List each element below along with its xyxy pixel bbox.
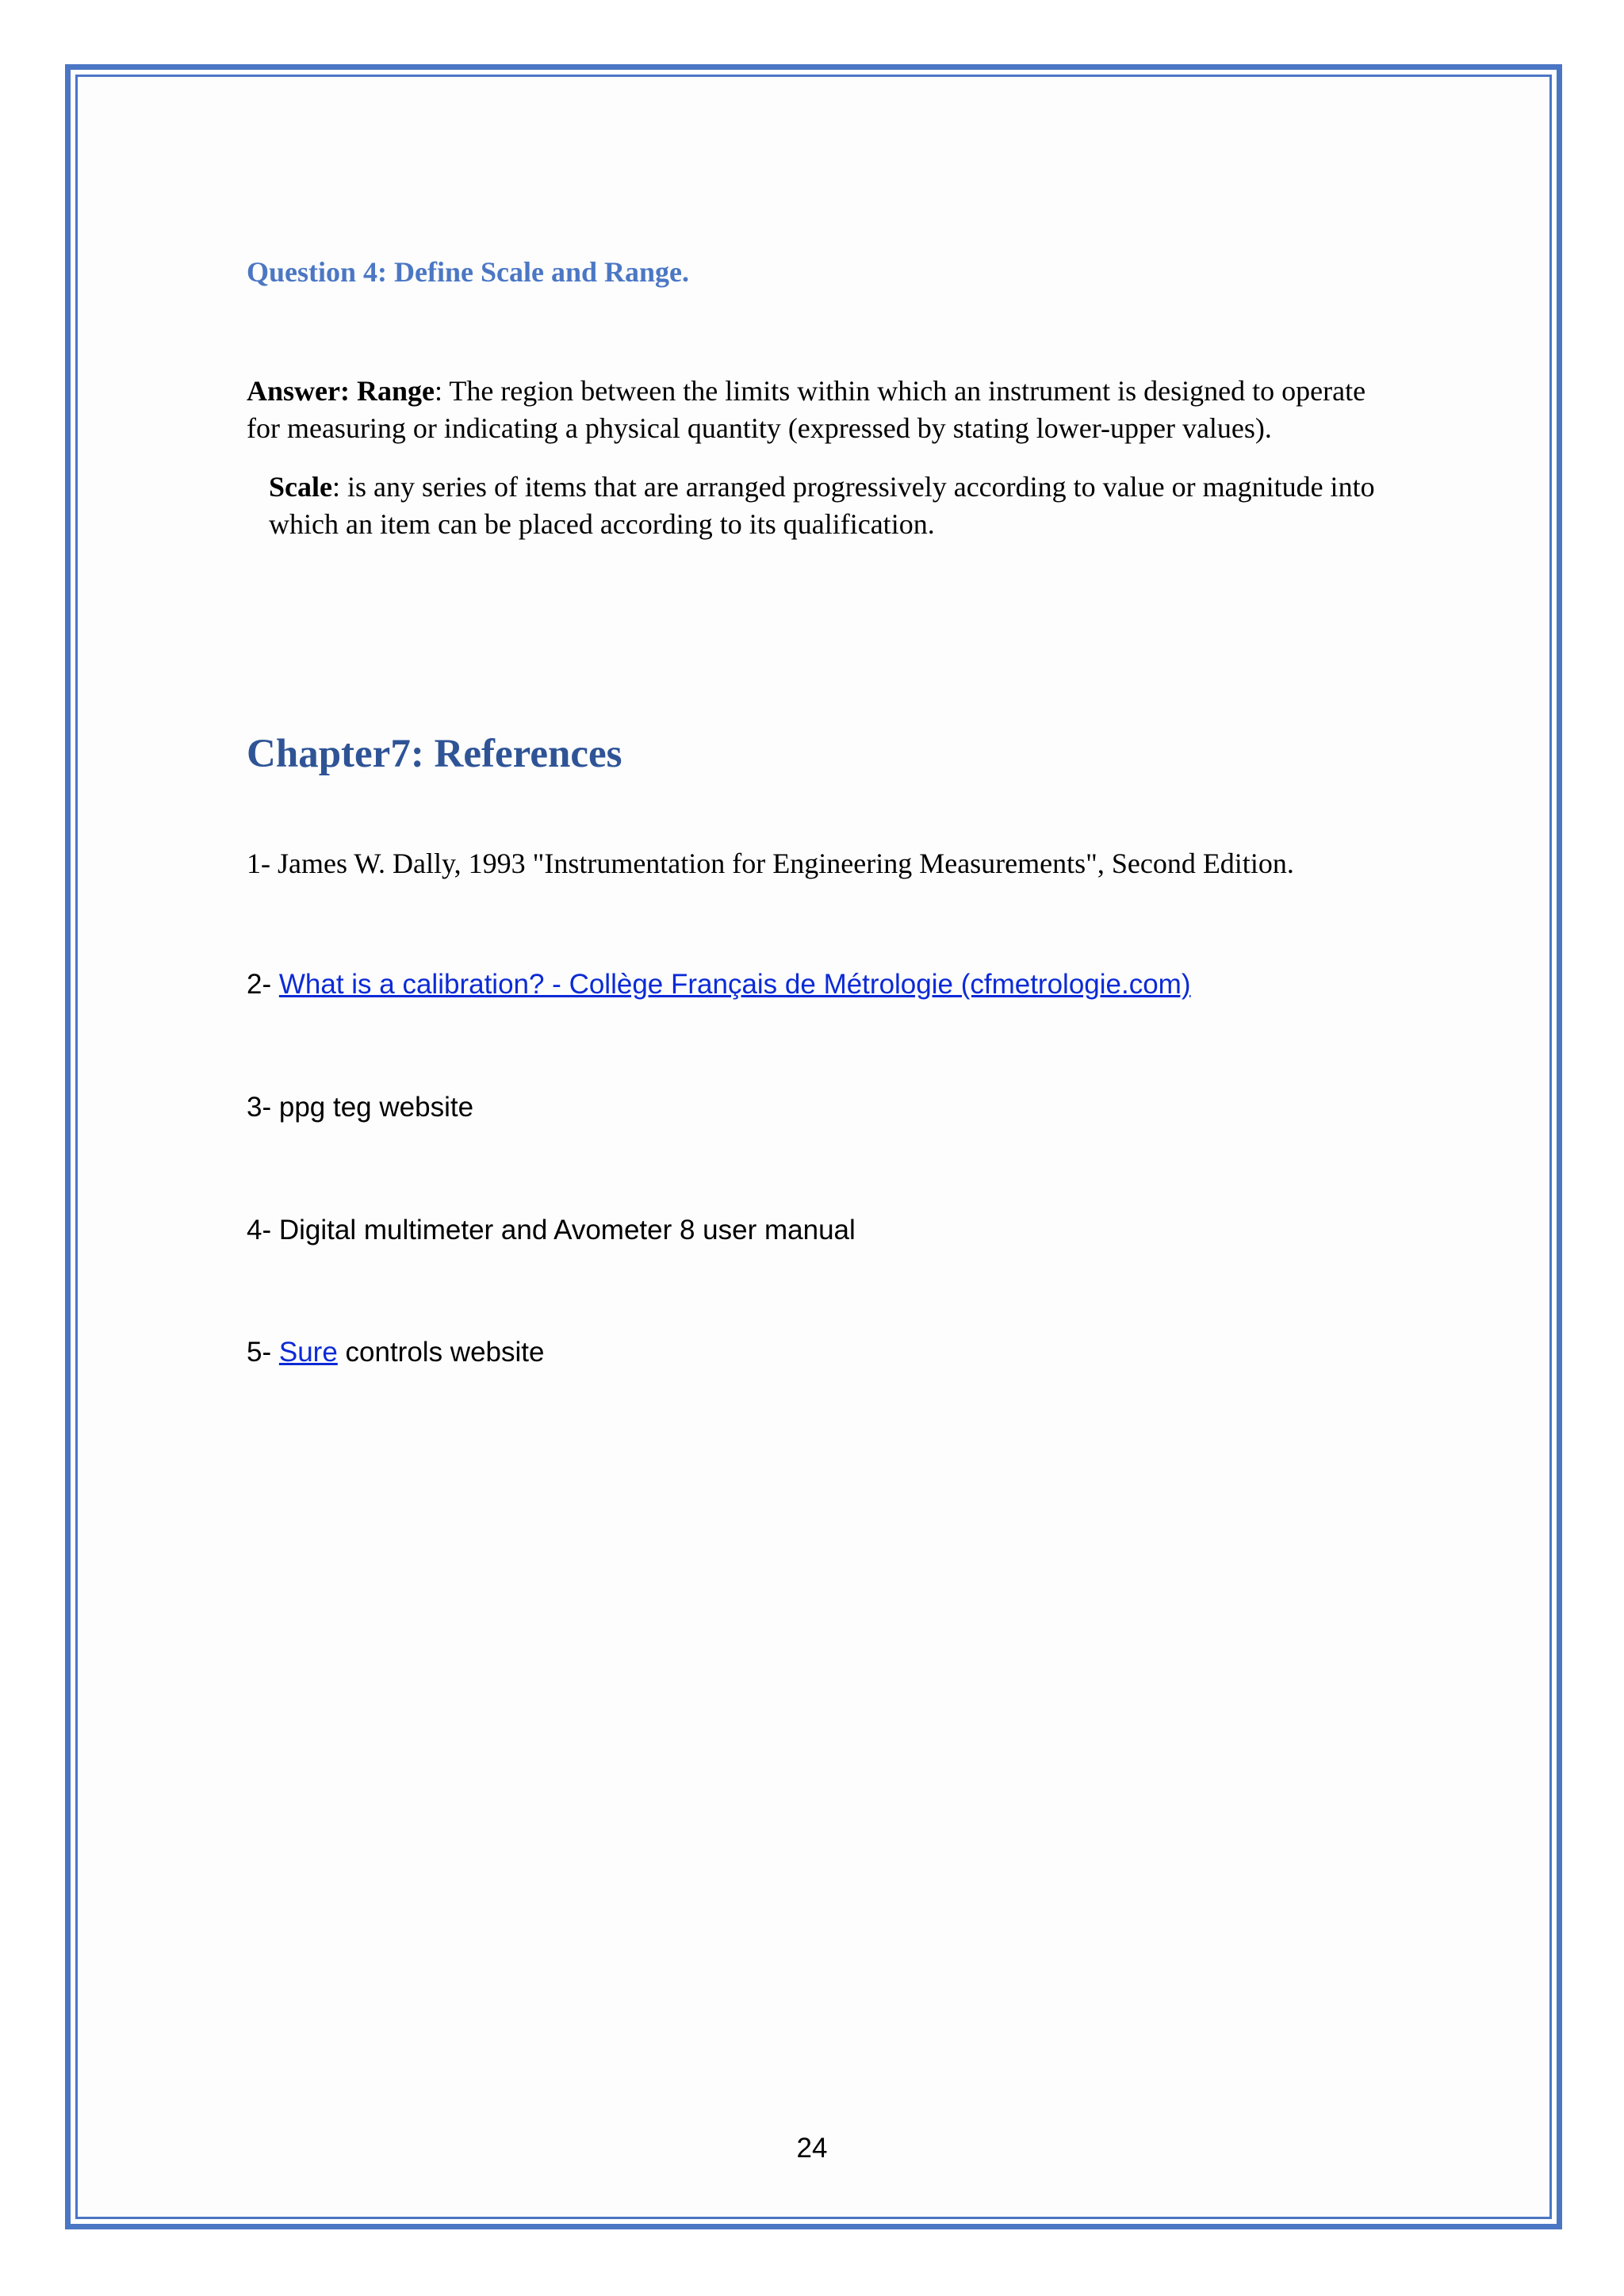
reference-prefix: 4- — [247, 1215, 279, 1246]
reference-prefix: 1- — [247, 848, 278, 879]
scale-text: : is any series of items that are arranged progressively according to value or magnitude into which an item can be placed according to its qualification. — [269, 471, 1375, 540]
chapter-title: Chapter7: References — [247, 732, 622, 776]
reference-item-1 — [247, 847, 1294, 880]
range-term: Range — [356, 375, 435, 407]
reference-prefix: 2- — [247, 969, 279, 1000]
reference-text: Digital multimeter and Avometer 8 user manual — [278, 1215, 856, 1246]
answer-section — [247, 373, 1388, 543]
scale-term: Scale — [269, 471, 332, 503]
reference-text: controls website — [337, 1337, 545, 1368]
page-number: 24 — [796, 2133, 828, 2164]
reference-item-2 — [247, 969, 1191, 1001]
scale-definition — [247, 469, 1388, 543]
range-definition — [247, 373, 1388, 447]
range-text: : The region between the limits within which an instrument is designed to operate for measuring or indicating a physical quantity (expressed by stating lower-upper values). — [247, 375, 1366, 444]
sure-link[interactable]: Sure — [278, 1337, 338, 1368]
reference-text: ppg teg website — [278, 1092, 474, 1123]
reference-text: James W. Dally, 1993 "Instrumentation for Engineering Measurements", Second Edition. — [278, 848, 1294, 879]
reference-item-4 — [247, 1215, 856, 1246]
answer-label: Answer: — [247, 375, 350, 407]
calibration-link[interactable]: What is a calibration? - Collège Français de Métrologie (cfmetrologie.com) — [278, 969, 1191, 1000]
reference-item-5 — [247, 1337, 544, 1368]
reference-prefix: 3- — [247, 1092, 279, 1123]
reference-prefix: 5- — [247, 1337, 279, 1368]
reference-item-3 — [247, 1092, 473, 1123]
question-title: Question 4: Define Scale and Range. — [247, 256, 689, 288]
